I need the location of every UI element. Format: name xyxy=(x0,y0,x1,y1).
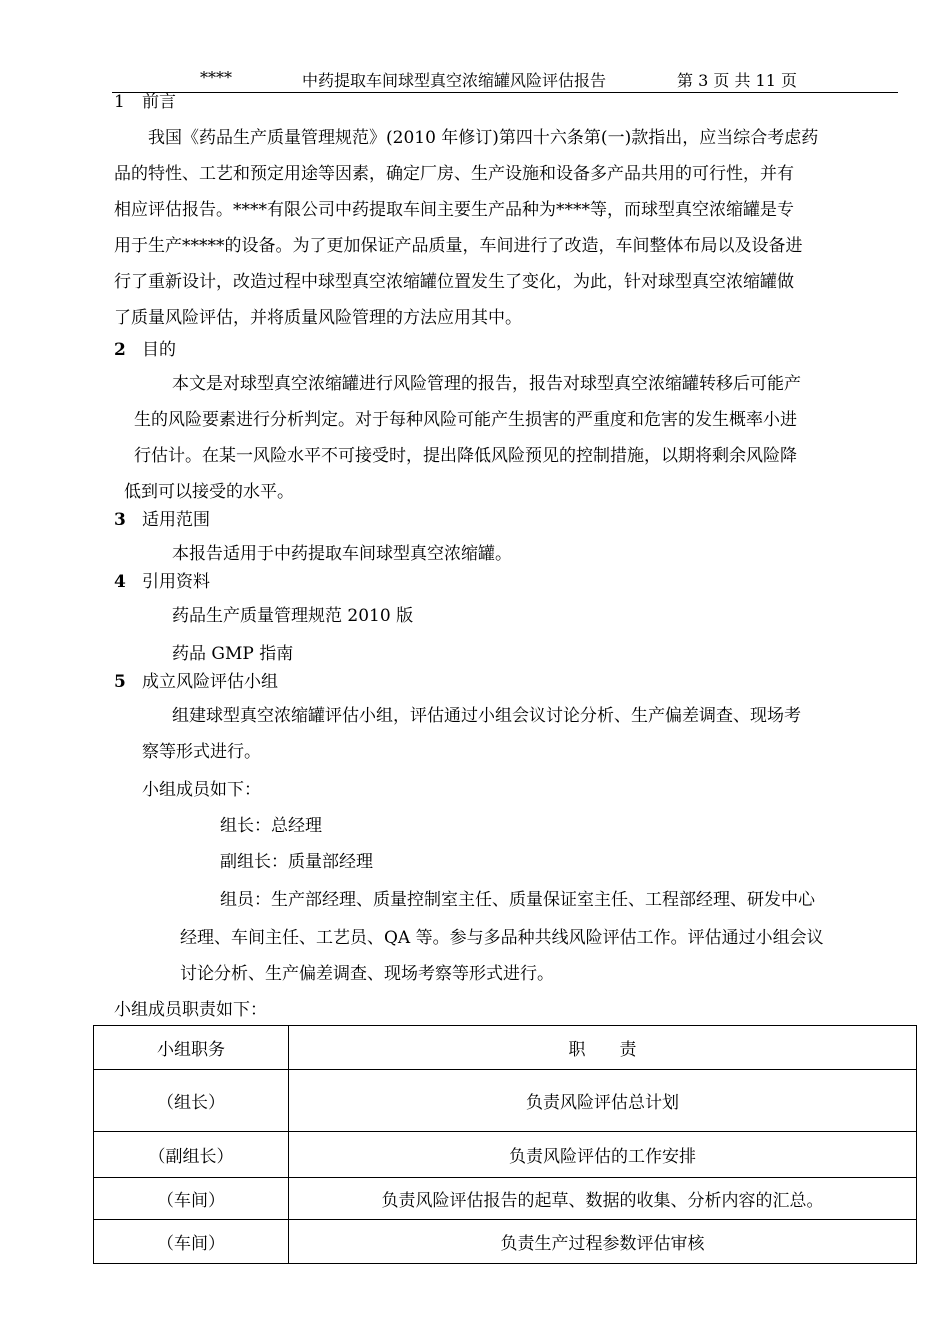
section-1-heading xyxy=(114,90,176,114)
section-5-heading xyxy=(114,670,278,694)
table-cell-duty: 负责风险评估的工作安排 xyxy=(289,1132,917,1178)
section-3-line: 本报告适用于中药提取车间球型真空浓缩罐。 xyxy=(172,544,512,564)
table-cell-role: （车间） xyxy=(94,1178,289,1220)
section-4-title: 引用资料 xyxy=(142,572,210,592)
section-1-line: 相应评估报告。****有限公司中药提取车间主要生产品种为****等，而球型真空浓缩罐是专 xyxy=(114,200,794,220)
duties-intro: 小组成员职责如下： xyxy=(114,1000,267,1020)
section-3-heading xyxy=(114,508,210,532)
section-1-line: 用于生产*****的设备。为了更加保证产品质量，车间进行了改造，车间整体布局以及设备进 xyxy=(114,236,803,256)
section-2-line: 低到可以接受的水平。 xyxy=(124,482,294,502)
group-leader: 组长：总经理 xyxy=(220,816,322,836)
members-intro: 小组成员如下： xyxy=(142,780,261,800)
header-code: **** xyxy=(200,68,232,87)
group-members-line: 组员：生产部经理、质量控制室主任、质量保证室主任、工程部经理、研发中心 xyxy=(220,890,815,910)
table-row xyxy=(94,1178,917,1220)
section-1-line: 了质量风险评估，并将质量风险管理的方法应用其中。 xyxy=(114,308,522,328)
section-2-line: 行估计。在某一风险水平不可接受时，提出降低风险预见的控制措施，以期将剩余风险降 xyxy=(134,446,797,466)
table-cell-duty: 负责风险评估总计划 xyxy=(289,1070,917,1132)
section-1-line: 我国《药品生产质量管理规范》(2010 年修订)第四十六条第(一)款指出，应当综合考虑药 xyxy=(148,128,819,148)
table-header-cell: 职 责 xyxy=(289,1026,917,1070)
table-cell-role: （车间） xyxy=(94,1220,289,1264)
header-title: 中药提取车间球型真空浓缩罐风险评估报告 xyxy=(302,71,607,90)
section-3-number: 3 xyxy=(114,510,126,530)
section-2-heading xyxy=(114,338,176,362)
reference-item: 药品 GMP 指南 xyxy=(172,644,294,664)
table-cell-duty: 负责风险评估报告的起草、数据的收集、分析内容的汇总。 xyxy=(289,1178,917,1220)
table-row xyxy=(94,1220,917,1264)
section-2-line: 生的风险要素进行分析判定。对于每种风险可能产生损害的严重度和危害的发生概率小进 xyxy=(134,410,797,430)
page-header xyxy=(112,68,898,93)
duties-table xyxy=(93,1025,917,1264)
section-1-line: 行了重新设计，改造过程中球型真空浓缩罐位置发生了变化，为此，针对球型真空浓缩罐做 xyxy=(114,272,794,292)
table-cell-duty: 负责生产过程参数评估审核 xyxy=(289,1220,917,1264)
section-1-line: 品的特性、工艺和预定用途等因素，确定厂房、生产设施和设备多产品共用的可行性，并有 xyxy=(114,164,794,184)
section-3-title: 适用范围 xyxy=(142,510,210,530)
group-members-line: 讨论分析、生产偏差调查、现场考察等形式进行。 xyxy=(180,964,554,984)
section-5-line: 察等形式进行。 xyxy=(142,742,261,762)
table-row xyxy=(94,1070,917,1132)
section-2-line: 本文是对球型真空浓缩罐进行风险管理的报告，报告对球型真空浓缩罐转移后可能产 xyxy=(172,374,801,394)
section-4-heading xyxy=(114,570,210,594)
section-5-number: 5 xyxy=(114,672,126,692)
section-5-line: 组建球型真空浓缩罐评估小组，评估通过小组会议讨论分析、生产偏差调查、现场考 xyxy=(172,706,801,726)
table-header-cell: 小组职务 xyxy=(94,1026,289,1070)
section-1-number: 1 xyxy=(114,92,125,112)
group-members-line: 经理、车间主任、工艺员、QA 等。参与多品种共线风险评估工作。评估通过小组会议 xyxy=(180,928,824,948)
section-5-title: 成立风险评估小组 xyxy=(142,672,278,692)
table-cell-role: （组长） xyxy=(94,1070,289,1132)
section-2-title: 目的 xyxy=(142,340,176,360)
section-1-title: 前言 xyxy=(142,92,176,112)
table-header-row xyxy=(94,1026,917,1070)
table-cell-role: （副组长） xyxy=(94,1132,289,1178)
section-2-number: 2 xyxy=(114,340,126,360)
header-page-number: 第 3 页 共 11 页 xyxy=(677,71,797,90)
section-4-number: 4 xyxy=(114,572,126,592)
reference-item: 药品生产质量管理规范 2010 版 xyxy=(172,606,414,626)
table-row xyxy=(94,1132,917,1178)
group-vice-leader: 副组长：质量部经理 xyxy=(220,852,373,872)
